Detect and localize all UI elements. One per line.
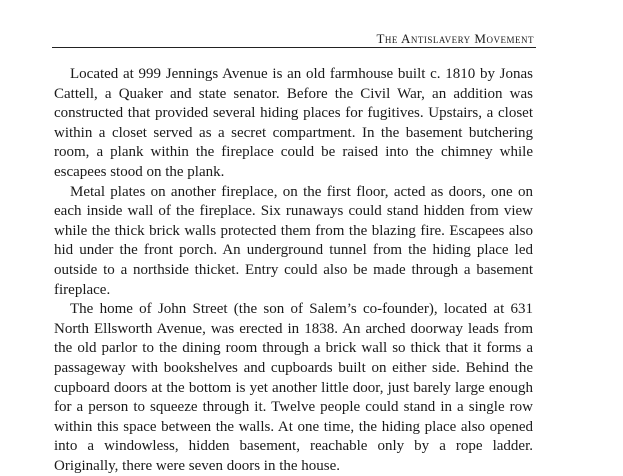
running-header [52,31,536,48]
running-title: The Antislavery Movement [376,31,534,46]
body-text [54,65,533,476]
paragraph-1: Located at 999 Jennings Avenue is an old farmhouse built c. 1810 by Jonas Cattell, a Quaker and state senator. Before the Civil War, an addition was constructed that provided several hiding places for fugitives. Upstairs, a closet within a closet served as a secret compartment. In the basement butchering room, a plank within the fireplace could be raised into the chimney while escapees stood on the plank. [54,66,533,180]
paragraph-3: The home of John Street (the son of Salem’s co-founder), located at 631 North Ellsworth Avenue, was erected in 1838. An arched doorway leads from the old parlor to the dining room through a brick wall so thick that it forms a passageway with bookshelves and cupboards built on either side. Behind the cupboard doors at the bottom is yet another little door, just barely large enough for a person to squeeze through it. Twelve people could stand in a single row within this space between the walls. At one time, the hiding place also opened into a windowless, hidden basement, reachable only by a rope ladder. Originally, there were seven doors in the house. [54,301,533,474]
paragraph-2: Metal plates on another fireplace, on the first floor, acted as doors, one on each inside wall of the fireplace. Six runaways could stand hidden from view while the thick brick walls protected them from the blazing fire. Escapees also hid under the front porch. An underground tunnel from the hiding place led outside to a northside thicket. Entry could also be made through a basement fireplace. [54,183,533,298]
